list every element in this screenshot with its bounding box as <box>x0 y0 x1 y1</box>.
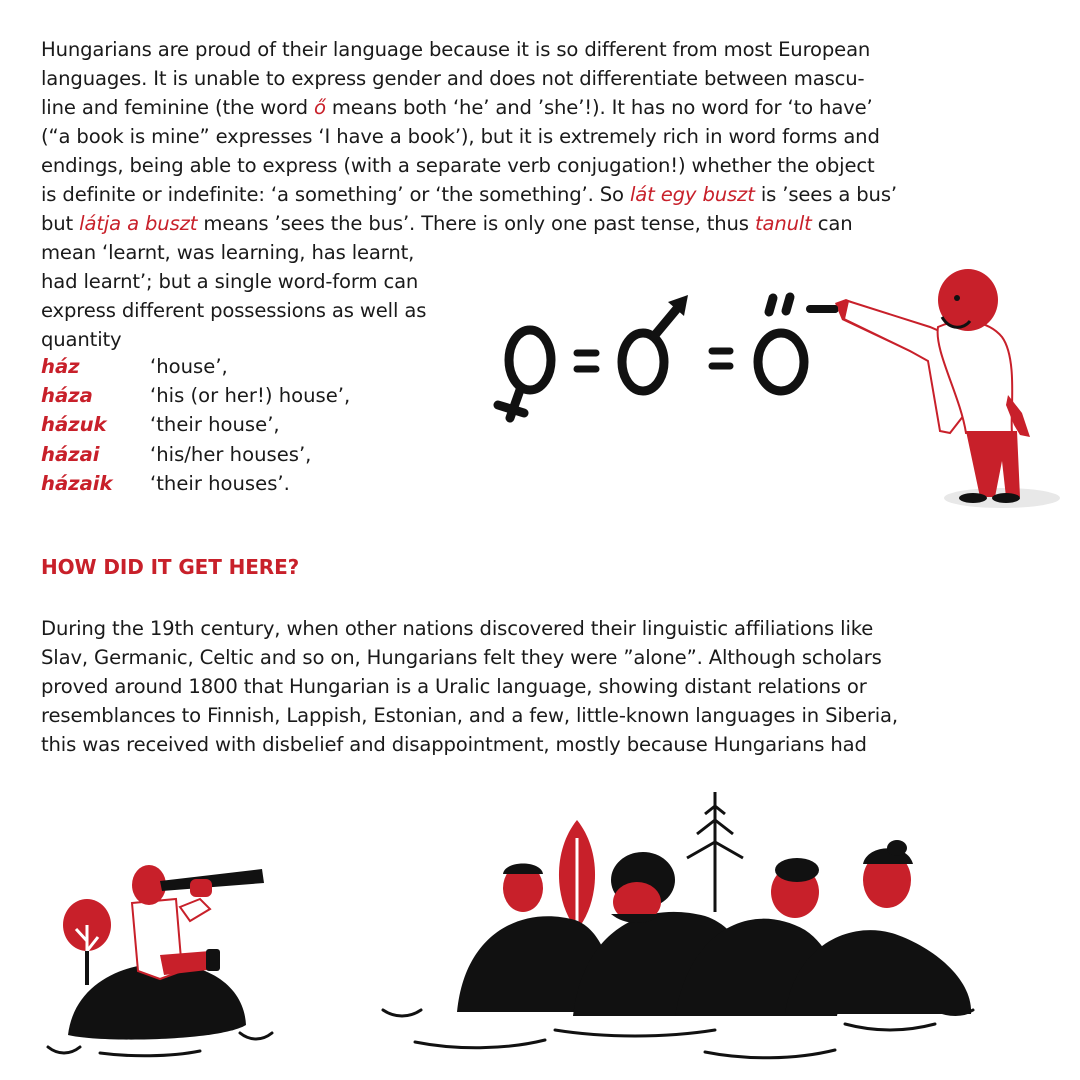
vocab-row <box>41 469 350 498</box>
equals-sign-icon <box>712 351 730 366</box>
head-figure-icon <box>503 864 543 913</box>
intro-line: (“a book is mine” expresses ‘I have a book’), but it is extremely rich in word forms and <box>41 125 880 148</box>
intro-line: endings, being able to express (with a separate verb conjugation!) whether the object <box>41 154 875 177</box>
teacher-figure-icon <box>828 269 1060 508</box>
history-paragraph <box>41 614 898 759</box>
vocab-word: ház <box>41 355 80 378</box>
water-ripples-icon <box>383 1010 973 1058</box>
male-symbol-icon <box>622 305 680 391</box>
intro-line: but látja a buszt means ’sees the bus’. There is only one past tense, thus tanult can <box>41 212 853 235</box>
vocab-meaning: ‘his (or her!) house’, <box>150 384 351 408</box>
islands-icon <box>457 912 971 1016</box>
vocab-list <box>41 352 350 498</box>
history-line: this was received with disbelief and disappointment, mostly because Hungarians had <box>41 733 867 756</box>
bare-tree-icon <box>687 792 743 912</box>
highlight-word: lát egy buszt <box>629 183 755 206</box>
lonely-island-illustration <box>40 855 290 1065</box>
intro-line: is definite or indefinite: ‘a something’ or ‘the something’. So lát egy buszt is ’sees a bus’ <box>41 183 897 206</box>
curly-hair-figure-icon <box>771 858 819 918</box>
highlight-word: ő <box>313 96 326 119</box>
highlight-word: tanult <box>754 212 812 235</box>
vocab-meaning: ‘his/her houses’, <box>150 442 312 466</box>
bun-hair-figure-icon <box>863 840 913 908</box>
vocab-word: házai <box>41 442 100 466</box>
intro-line: line and feminine (the word ő means both ‘he’ and ’she’!). It has no word for ‘to have’ <box>41 96 873 119</box>
o-double-acute-icon <box>758 297 804 391</box>
section-heading: HOW DID IT GET HERE? <box>41 555 300 579</box>
vocab-row <box>41 440 350 469</box>
related-peoples-illustration <box>375 780 980 1075</box>
vocab-word: házaik <box>41 471 113 495</box>
vocab-word: háza <box>41 384 93 408</box>
vocab-row <box>41 410 350 439</box>
history-line: During the 19th century, when other nations discovered their linguistic affiliations like <box>41 617 874 640</box>
vocab-meaning: ‘their houses’. <box>150 471 290 495</box>
gender-equation-illustration <box>490 265 1070 525</box>
intro-line: quantity <box>41 328 122 351</box>
intro-paragraph <box>41 35 897 238</box>
history-line: proved around 1800 that Hungarian is a Uralic language, showing distant relations or <box>41 675 867 698</box>
vocab-row <box>41 381 350 410</box>
intro-line: mean ‘learnt, was learning, has learnt, <box>41 241 415 264</box>
intro-line: Hungarians are proud of their language because it is so different from most European <box>41 38 871 61</box>
vocab-row <box>41 352 350 381</box>
female-symbol-icon <box>498 330 551 418</box>
intro-line: languages. It is unable to express gender and does not differentiate between mascu- <box>41 67 865 90</box>
history-line: Slav, Germanic, Celtic and so on, Hungarians felt they were ”alone”. Although scholars <box>41 646 882 669</box>
intro-line: had learnt’; but a single word-form can <box>41 270 419 293</box>
intro-line: express different possessions as well as <box>41 299 427 322</box>
man-with-telescope-icon <box>132 865 264 979</box>
red-tree-icon <box>63 899 111 985</box>
vocab-meaning: ‘house’, <box>150 355 228 378</box>
vocab-meaning: ‘their house’, <box>150 413 280 437</box>
intro-paragraph-narrow <box>41 238 426 354</box>
highlight-word: látja a buszt <box>79 212 198 235</box>
equals-sign-icon <box>577 353 596 369</box>
history-line: resemblances to Finnish, Lappish, Estonian, and a few, little-known languages in Siberia, <box>41 704 898 727</box>
vocab-word: házuk <box>41 413 107 437</box>
